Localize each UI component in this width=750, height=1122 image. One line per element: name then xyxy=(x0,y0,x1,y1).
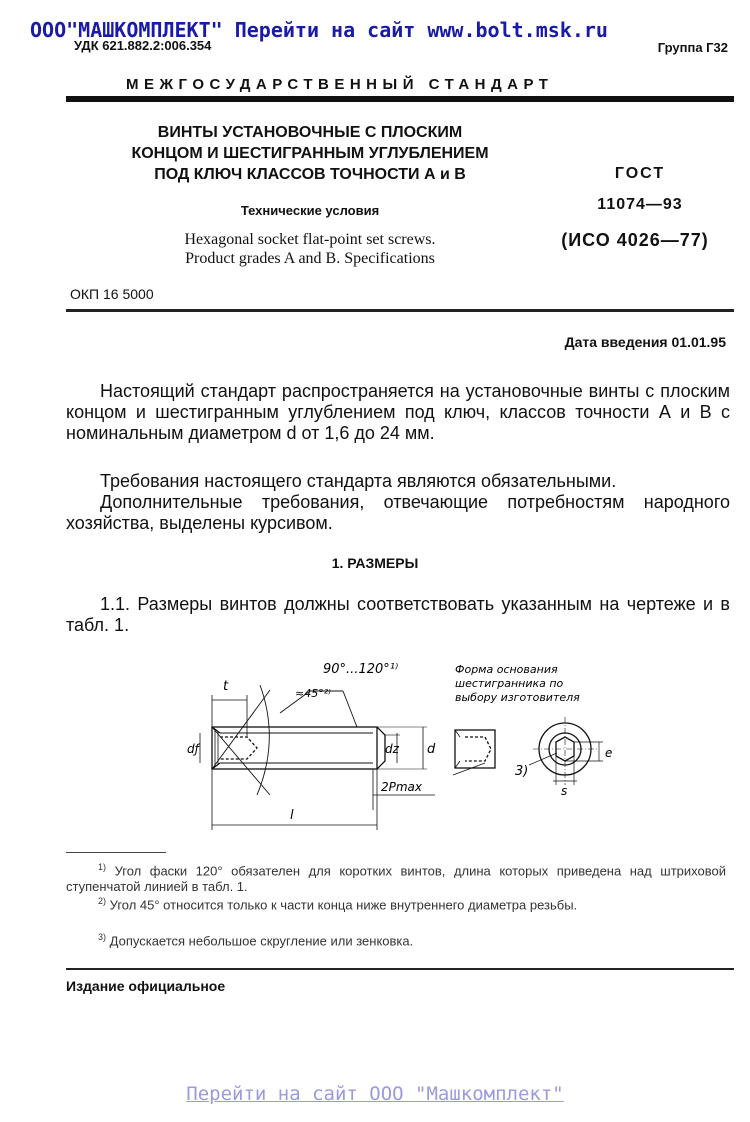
s-label: s xyxy=(561,784,568,798)
document-title xyxy=(70,122,550,185)
note-line-3: выбору изготовителя xyxy=(455,691,580,704)
edition-divider xyxy=(66,968,734,970)
t-label: t xyxy=(223,679,229,694)
footer-site-link[interactable]: Перейти на сайт ООО "Машкомплект" xyxy=(186,1083,564,1105)
footnote-1-text: Угол фаски 120° обязателен для коротких винтов, длина которых приведена над штриховой ступенчатой линией в табл. 1. xyxy=(66,863,726,895)
note-line-1: Форма основания xyxy=(455,663,558,676)
df-label: dƒ xyxy=(187,742,199,756)
udk-code: УДК 621.882.2:006.354 xyxy=(74,38,212,53)
gost-number: 11074—93 xyxy=(597,196,683,213)
footnote-2-text: Угол 45° относится только к части конца ниже внутреннего диаметра резьбы. xyxy=(109,897,578,913)
e-label: e xyxy=(605,746,613,760)
okp-code: ОКП 16 5000 xyxy=(70,286,154,302)
title-divider xyxy=(66,309,734,312)
gost-label: ГОСТ xyxy=(614,165,666,182)
paragraph-scope: Настоящий стандарт распространяется на установочные винты с плоским концом и шестигранным углублением под ключ, классов точности А и В с номинальным диаметром d от 1,6 до 24 мм. xyxy=(66,381,730,443)
title-line-2: КОНЦОМ И ШЕСТИГРАННЫМ УГЛУБЛЕНИЕМ xyxy=(131,145,489,162)
screw-drawing xyxy=(185,645,625,835)
section-heading: 1. РАЗМЕРЫ xyxy=(331,555,419,571)
footnote-2-mark: 2) xyxy=(98,896,107,906)
footnote-divider xyxy=(66,852,166,853)
footnote-1 xyxy=(66,859,726,895)
paragraph-mandatory: Требования настоящего стандарта являются обязательными. xyxy=(100,471,617,491)
title-line-1: ВИНТЫ УСТАНОВОЧНЫЕ С ПЛОСКИМ xyxy=(157,124,463,141)
site-banner-link[interactable]: ООО"МАШКОМПЛЕКТ" Перейти на сайт www.bolt.msk.ru xyxy=(30,18,608,42)
group-code: Группа Г32 xyxy=(657,40,728,55)
title-line-3: ПОД КЛЮЧ КЛАССОВ ТОЧНОСТИ А и В xyxy=(154,166,466,183)
footnote-3 xyxy=(66,929,726,949)
note-line-2: шестигранника по xyxy=(455,677,564,690)
d-label: d xyxy=(427,742,436,757)
ref3-label: 3) xyxy=(515,764,529,779)
paragraph-additional: Дополнительные требования, отвечающие потребностям народного хозяйства, выделены курсивом. xyxy=(66,492,730,533)
paragraph-dimensions: 1.1. Размеры винтов должны соответствовать указанным на чертеже и в табл. 1. xyxy=(66,594,730,635)
standard-type-heading: МЕЖГОСУДАРСТВЕННЫЙ СТАНДАРТ xyxy=(126,76,554,93)
english-title xyxy=(70,230,550,268)
pmax-label: 2Pmax xyxy=(381,780,423,794)
socket-side-view xyxy=(455,730,495,768)
document-subtitle: Технические условия xyxy=(240,203,380,218)
header-divider xyxy=(66,96,734,102)
chamfer-label: ≈45°²⁾ xyxy=(295,687,331,700)
iso-reference: (ИСО 4026—77) xyxy=(561,230,709,250)
edition-label: Издание официальное xyxy=(66,978,226,994)
introduction-date: Дата введения 01.01.95 xyxy=(564,334,726,350)
english-title-line-1: Hexagonal socket flat-point set screws. xyxy=(184,231,436,248)
footnote-1-mark: 1) xyxy=(98,862,107,872)
english-title-line-2: Product grades A and B. Specifications xyxy=(185,250,435,267)
flat-end-chamfer xyxy=(377,727,385,769)
end-view-inner-circle xyxy=(549,733,581,765)
hex-socket-outline xyxy=(220,737,257,759)
angle-label: 90°...120°¹⁾ xyxy=(323,662,399,677)
l-label: l xyxy=(290,808,294,823)
dz-label: dz xyxy=(385,742,399,756)
footnote-3-text: Допускается небольшое скругление или зенковка. xyxy=(109,933,414,949)
footnote-2 xyxy=(66,893,726,913)
footnote-3-mark: 3) xyxy=(98,932,107,942)
